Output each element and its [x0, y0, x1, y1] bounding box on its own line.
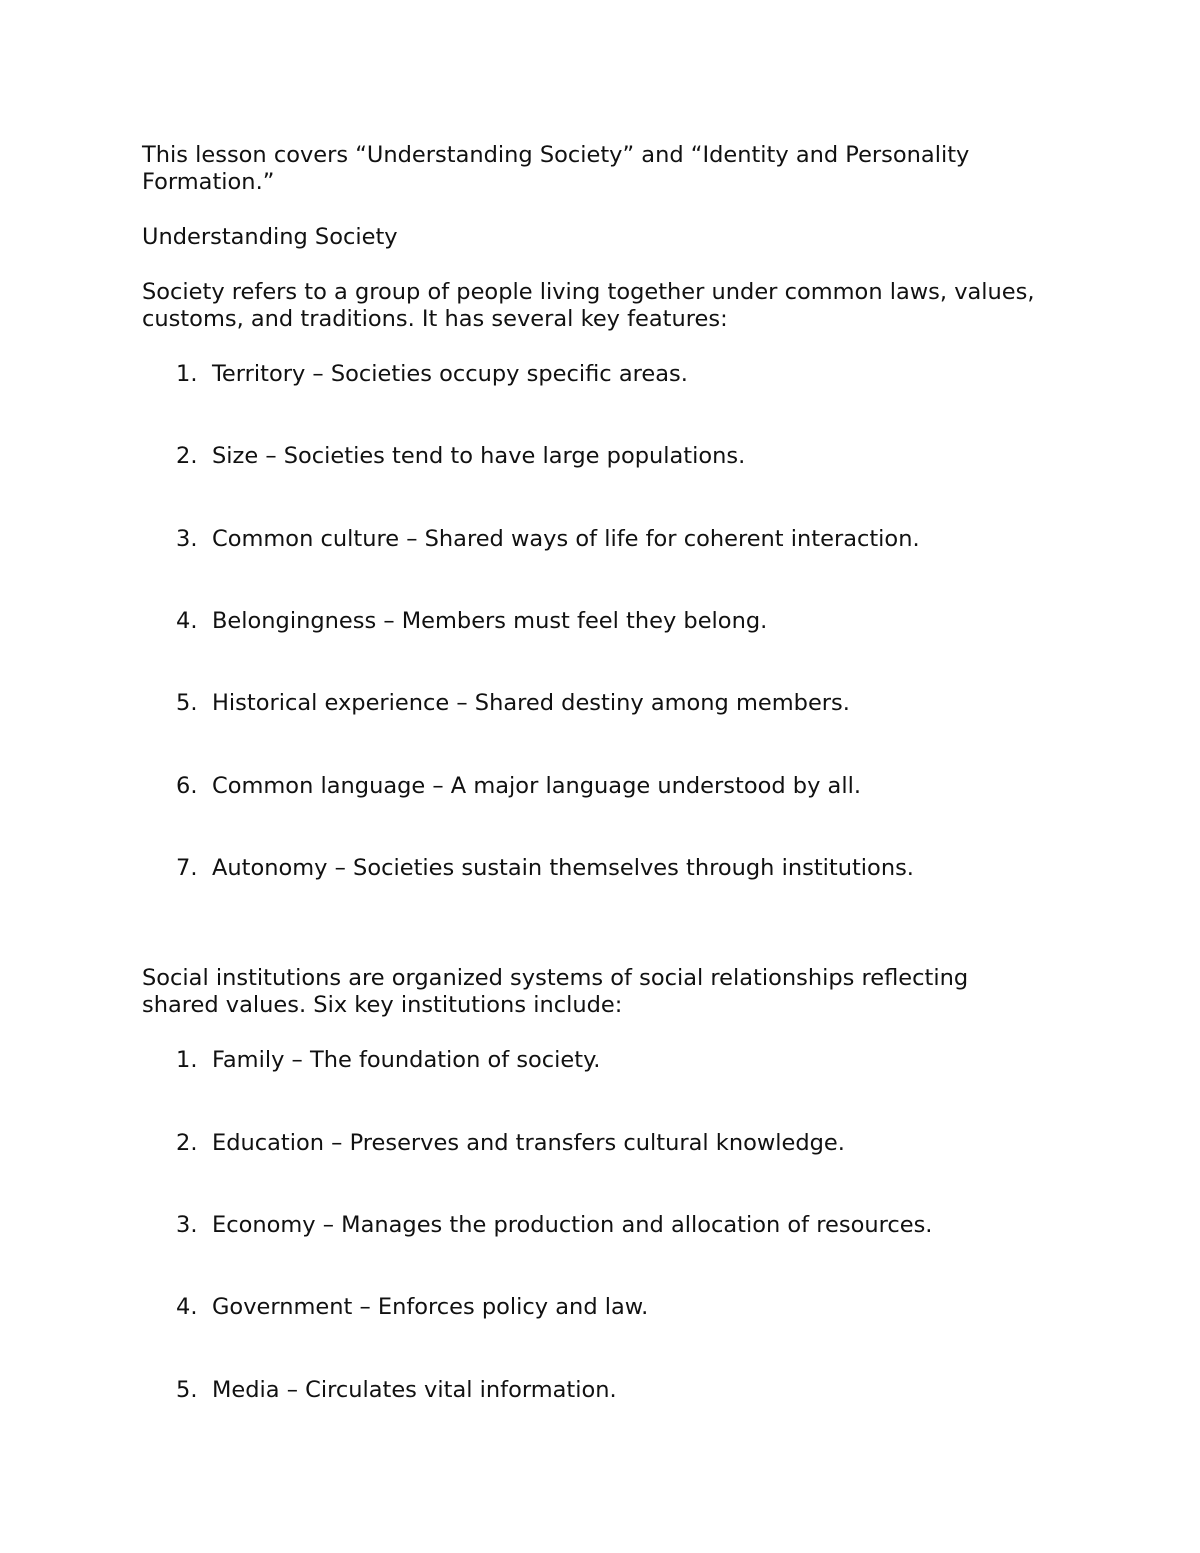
list-number: 3.	[176, 1212, 198, 1238]
list-number: 4.	[176, 1294, 198, 1320]
society-paragraph: Society refers to a group of people living together under common laws, values, customs, and traditions. It has several key features:	[142, 279, 1035, 332]
list-number: 7.	[176, 855, 198, 881]
list-item-text: Belongingness – Members must feel they belong.	[212, 608, 768, 634]
list-item-text: Historical experience – Shared destiny among members.	[212, 690, 850, 716]
list-number: 4.	[176, 608, 198, 634]
list-number: 5.	[176, 690, 198, 716]
feature-list-item	[176, 855, 1036, 882]
list-number: 2.	[176, 1130, 198, 1156]
institution-list-item	[176, 1377, 1036, 1404]
list-item-text: Size – Societies tend to have large populations.	[212, 443, 746, 469]
list-item-text: Common language – A major language understood by all.	[212, 773, 861, 799]
list-number: 2.	[176, 443, 198, 469]
institution-list-item	[176, 1130, 1036, 1157]
list-number: 1.	[176, 1047, 198, 1073]
list-number: 3.	[176, 526, 198, 552]
list-item-text: Territory – Societies occupy specific areas.	[212, 361, 688, 387]
feature-list-item	[176, 608, 1036, 635]
institution-list-item	[176, 1212, 1036, 1239]
feature-list-item	[176, 690, 1036, 717]
intro-paragraph: This lesson covers “Understanding Society” and “Identity and Personality Formation.”	[142, 142, 970, 195]
institutions-paragraph: Social institutions are organized systems of social relationships reflecting shared values. Six key institutions include:	[142, 965, 969, 1018]
list-item-text: Autonomy – Societies sustain themselves through institutions.	[212, 855, 914, 881]
section-heading: Understanding Society	[142, 224, 398, 250]
list-number: 6.	[176, 773, 198, 799]
institution-list-item	[176, 1047, 1036, 1074]
feature-list-item	[176, 526, 1036, 553]
institution-list-item	[176, 1294, 1036, 1321]
feature-list-item	[176, 443, 1036, 470]
list-item-text: Media – Circulates vital information.	[212, 1377, 617, 1403]
list-item-text: Education – Preserves and transfers cultural knowledge.	[212, 1130, 845, 1156]
list-item-text: Common culture – Shared ways of life for coherent interaction.	[212, 526, 920, 552]
list-item-text: Government – Enforces policy and law.	[212, 1294, 649, 1320]
feature-list-item	[176, 361, 1036, 388]
list-item-text: Family – The foundation of society.	[212, 1047, 601, 1073]
list-item-text: Economy – Manages the production and allocation of resources.	[212, 1212, 933, 1238]
list-number: 1.	[176, 361, 198, 387]
list-number: 5.	[176, 1377, 198, 1403]
feature-list-item	[176, 773, 1036, 800]
